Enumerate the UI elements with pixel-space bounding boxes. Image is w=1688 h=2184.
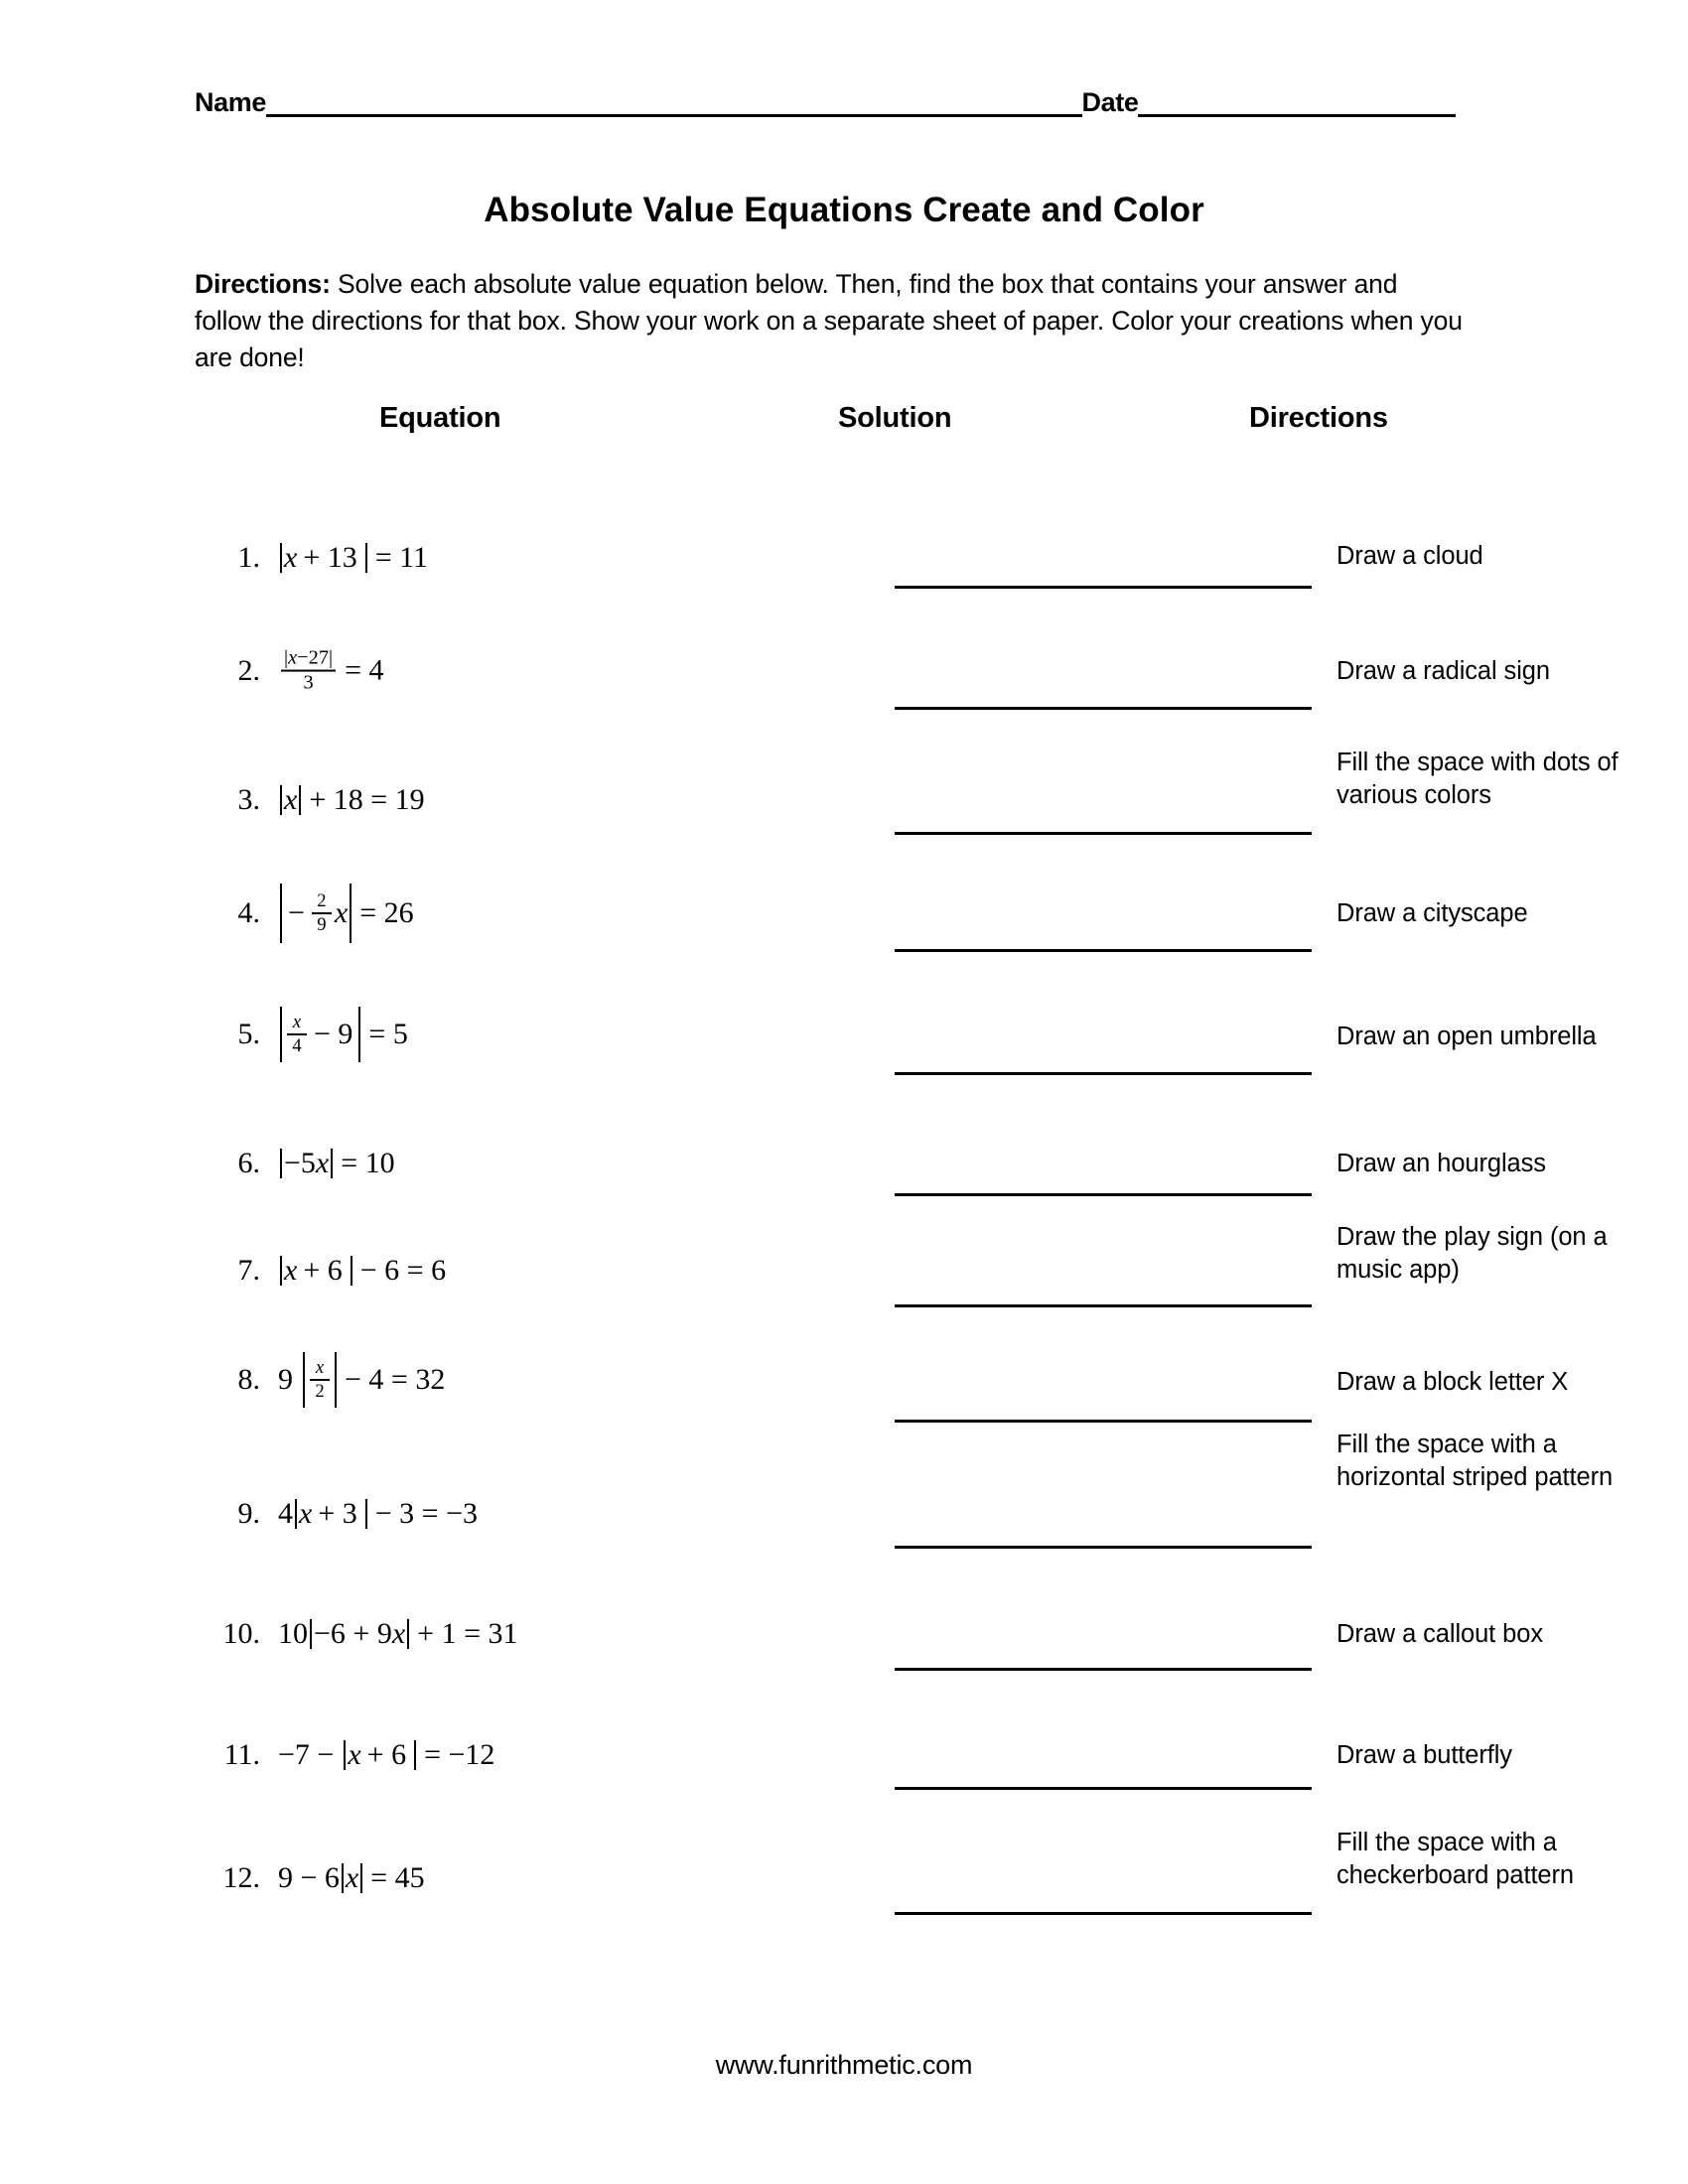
unary-minus: − — [288, 896, 305, 929]
variable-x: x — [315, 1147, 330, 1179]
equation-operand: + 6 — [366, 1738, 407, 1771]
fraction — [312, 890, 332, 935]
answer-line[interactable] — [895, 1668, 1312, 1671]
directions-body: Solve each absolute value equation below. Then, find the box that contains your answer and follow the directions for that box. Show your work on a separate sheet of paper. Color your creations when you are done! — [195, 269, 1463, 372]
fraction — [310, 1357, 330, 1402]
fraction-denominator: 9 — [317, 914, 327, 935]
problem-number: 12. — [222, 1861, 260, 1894]
page-title: Absolute Value Equations Create and Color — [484, 191, 1204, 229]
equation-rhs: + 1 = 31 — [417, 1617, 518, 1650]
coefficient: −5 — [284, 1147, 316, 1179]
fraction-denominator: 3 — [303, 672, 314, 694]
fraction-numerator — [281, 647, 336, 670]
equation-operand: + 6 — [303, 1254, 343, 1287]
abs-bar-left — [280, 1256, 282, 1286]
equation-rhs: = −12 — [424, 1738, 495, 1771]
answer-line[interactable] — [895, 1193, 1312, 1196]
direction-text: Draw a cityscape — [1336, 899, 1528, 927]
equation-expression — [278, 1619, 524, 1649]
abs-bar-left — [280, 543, 282, 573]
variable-x: x — [391, 1617, 406, 1650]
fraction-numerator: 2 — [317, 890, 327, 912]
abs-bar-right — [331, 1149, 333, 1178]
directions-label: Directions: — [195, 269, 331, 299]
equation-expression — [278, 1863, 431, 1893]
direction-text: Draw the play sign (on a music app) — [1336, 1223, 1608, 1284]
abs-bar-right — [360, 1863, 362, 1893]
equation-rhs: = 4 — [345, 654, 384, 687]
problem-number: 6. — [237, 1147, 260, 1179]
problem-number: 3. — [237, 783, 260, 816]
abs-bar-left — [280, 1149, 282, 1178]
column-header-equation: Equation — [379, 402, 501, 434]
abs-bar-right — [299, 785, 301, 815]
answer-line[interactable] — [895, 1546, 1312, 1549]
variable-x: x — [345, 1861, 359, 1894]
variable-x: x — [334, 896, 349, 929]
direction-text: Draw an open umbrella — [1336, 1023, 1597, 1050]
problem-number: 11. — [223, 1738, 260, 1771]
abs-bar-left — [280, 785, 282, 815]
abs-bar-right — [351, 1256, 352, 1286]
answer-line[interactable] — [895, 832, 1312, 835]
date-label: Date — [1081, 87, 1139, 117]
answer-line[interactable] — [895, 1072, 1312, 1075]
name-label: Name — [195, 87, 266, 117]
abs-bar-left — [303, 1352, 305, 1408]
answer-line[interactable] — [895, 949, 1312, 952]
abs-bar-right — [358, 1007, 360, 1062]
answer-line[interactable] — [895, 1787, 1312, 1790]
direction-text: Fill the space with dots of various colors — [1336, 749, 1618, 809]
direction-text: Draw a block letter X — [1336, 1368, 1569, 1396]
abs-bar-left — [280, 1007, 282, 1062]
variable-x: x — [315, 1357, 325, 1379]
variable-x: x — [284, 783, 298, 816]
direction-text: Draw a callout box — [1336, 1620, 1543, 1648]
equation-expression — [278, 785, 431, 815]
direction-text: Draw a radical sign — [1336, 657, 1550, 685]
equation-rhs: + 18 = 19 — [309, 783, 425, 816]
fraction-denominator: 2 — [315, 1381, 325, 1402]
variable-x: x — [348, 1738, 361, 1771]
abs-bar-right — [407, 1619, 409, 1649]
equation-expression — [278, 884, 420, 943]
equation-rhs: = 11 — [374, 541, 429, 574]
direction-text: Draw an hourglass — [1336, 1150, 1546, 1177]
footer-url: www.funrithmetic.com — [715, 2050, 973, 2080]
variable-x: x — [284, 1254, 298, 1287]
equation-expression — [278, 543, 434, 573]
equation-expression — [278, 1149, 401, 1178]
problem-number: 10. — [222, 1617, 260, 1650]
problem-number: 4. — [237, 896, 260, 929]
abs-bar-left — [295, 1499, 297, 1529]
problem-number: 5. — [237, 1018, 260, 1050]
coefficient: 4 — [278, 1497, 293, 1530]
equation-rhs: − 4 = 32 — [345, 1363, 446, 1396]
equation-expression — [278, 1740, 500, 1770]
leading-terms: 9 − 6 — [278, 1861, 340, 1894]
abs-bar-left — [280, 884, 282, 943]
equation-rhs: = 26 — [359, 896, 414, 929]
abs-bar-right — [414, 1740, 416, 1770]
inner-expression: −6 + 9 — [314, 1617, 392, 1650]
variable-x: x — [284, 541, 298, 574]
fraction-numerator — [290, 1012, 304, 1033]
equation-expression — [278, 1352, 451, 1408]
direction-text: Fill the space with a horizontal striped pattern — [1336, 1431, 1614, 1491]
equation-operand: − 9 — [314, 1018, 353, 1050]
coefficient: 10 — [278, 1617, 308, 1650]
problem-number: 8. — [237, 1363, 260, 1396]
abs-bar-right — [350, 884, 352, 943]
fraction-denominator: 4 — [292, 1035, 302, 1056]
abs-bar-right-glyph: | — [329, 646, 334, 669]
abs-bar-right — [365, 543, 367, 573]
fraction-numerator — [313, 1357, 327, 1379]
numerator-rest: −27 — [297, 646, 330, 669]
variable-x: x — [299, 1497, 313, 1530]
equation-rhs: = 5 — [368, 1018, 408, 1050]
problem-number: 2. — [237, 654, 260, 687]
variable-x: x — [288, 646, 298, 669]
equation-rhs: − 3 = −3 — [374, 1497, 479, 1530]
direction-text: Fill the space with a checkerboard pattern — [1336, 1829, 1574, 1889]
problem-number: 7. — [237, 1254, 260, 1287]
fraction — [287, 1012, 307, 1056]
answer-line[interactable] — [895, 1912, 1312, 1915]
answer-line[interactable] — [895, 586, 1312, 589]
problem-number: 9. — [237, 1497, 260, 1530]
equation-rhs: − 6 = 6 — [359, 1254, 447, 1287]
equation-expression — [278, 1007, 414, 1062]
leading-terms: −7 − — [278, 1738, 335, 1771]
answer-line[interactable] — [895, 707, 1312, 710]
equation-rhs: = 45 — [370, 1861, 425, 1894]
coefficient: 9 — [278, 1363, 293, 1396]
abs-bar-right — [365, 1499, 367, 1529]
column-header-directions: Directions — [1249, 402, 1388, 434]
answer-line[interactable] — [895, 1420, 1312, 1423]
equation-operand: + 3 — [318, 1497, 357, 1530]
problem-number: 1. — [237, 541, 260, 574]
abs-bar-left — [344, 1740, 346, 1770]
abs-bar-left — [342, 1863, 344, 1893]
fraction — [281, 647, 336, 696]
variable-x: x — [292, 1012, 302, 1033]
column-header-solution: Solution — [838, 402, 952, 434]
abs-bar-right — [335, 1352, 337, 1408]
equation-expression — [278, 1499, 484, 1529]
equation-expression — [278, 1256, 452, 1286]
abs-bar-left — [310, 1619, 312, 1649]
direction-text: Draw a cloud — [1336, 542, 1483, 570]
equation-rhs: = 10 — [341, 1147, 395, 1179]
answer-line[interactable] — [895, 1304, 1312, 1307]
direction-text: Draw a butterfly — [1336, 1741, 1512, 1769]
equation-expression — [278, 647, 390, 696]
equation-operand: + 13 — [303, 541, 357, 574]
abs-bar-left-glyph: | — [284, 646, 289, 669]
